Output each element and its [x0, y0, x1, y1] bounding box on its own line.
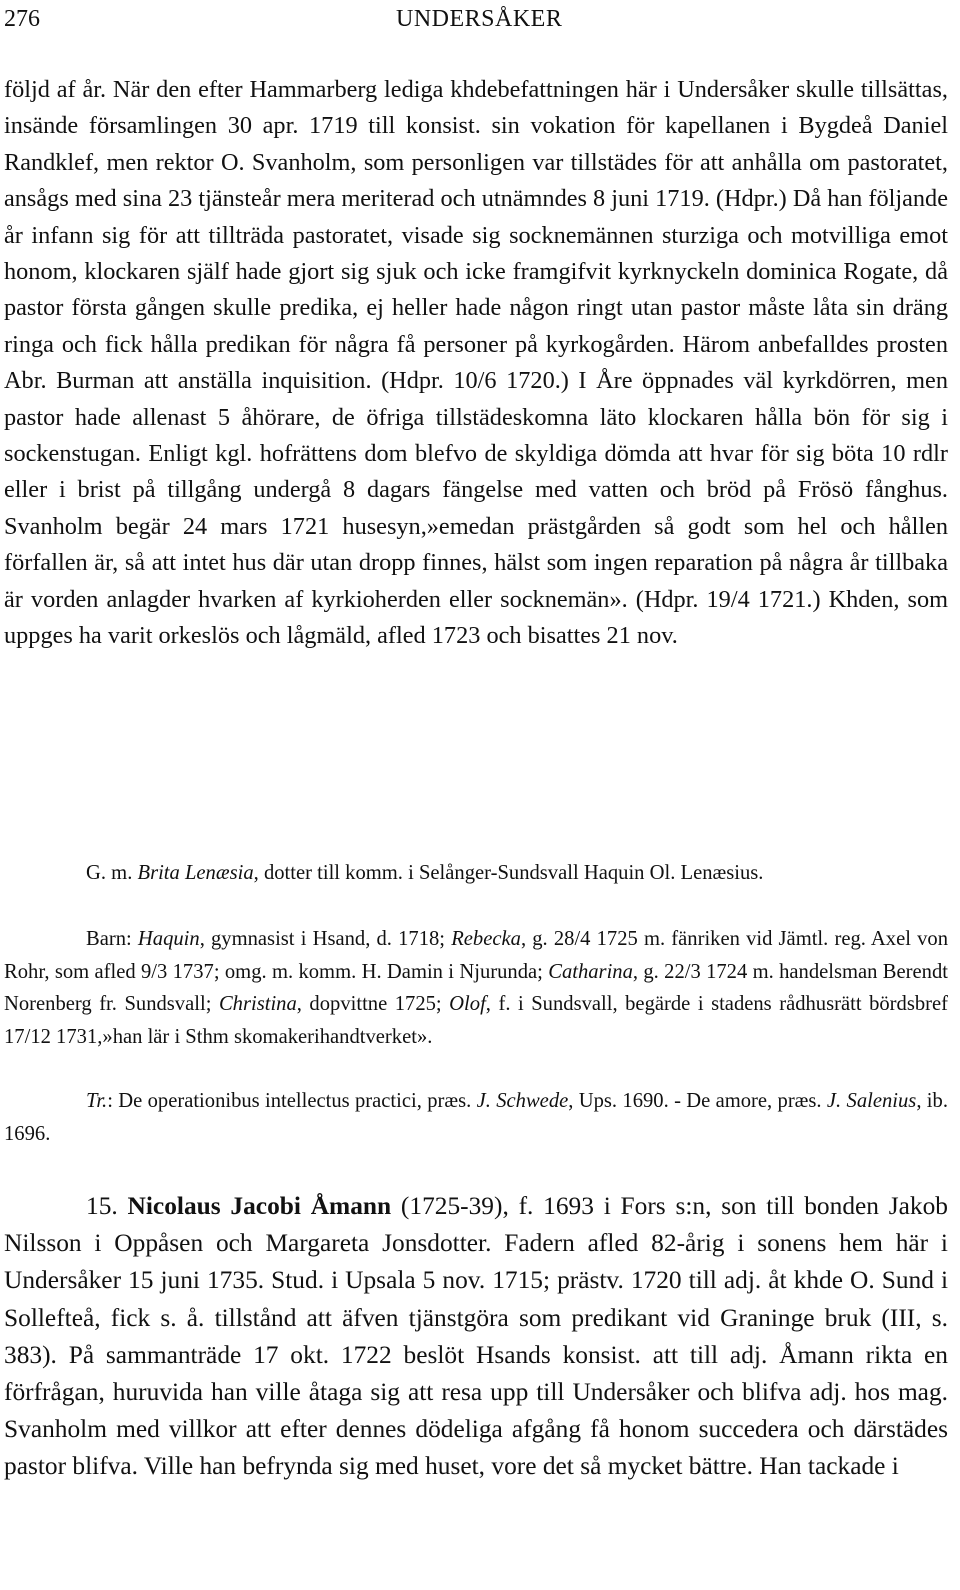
entry-number: 15. [86, 1192, 118, 1220]
child-name: Catharina [548, 960, 633, 983]
entry-paragraph-amann [4, 1188, 948, 1486]
works-text: : De operationibus intellectus practici, præs. [107, 1090, 477, 1112]
works-text: , ib. 1696. [4, 1090, 948, 1145]
marriage-paragraph [4, 857, 948, 890]
marriage-prefix: G. m. [86, 862, 138, 884]
entry-text: (1725-39), f. 1693 i Fors s:n, son till bonden Jakob Nilsson i Oppåsen och Margareta Jonsdotter. Fadern afled 82-årig i sonens hem här i Undersåker 15 juni 1735. Stud. i Upsala 5 nov. 1715; prästv. 1720 till adj. åt khde O. Sund i Sollefteå, fick s. å. tillstånd att äfven tjänstgöra som predikant vid Graninge bruk (III, s. 383). På sammanträde 17 okt. 1722 beslöt Hsands konsist. att till adj. Åmann rikta en förfrågan, huruvida han ville åtaga sig att resa upp till Undersåker och blifva adj. hos mag. Svanholm med villkor att efter dennes dödeliga afgång få honom succedera och därstädes pastor blifva. Ville han befrynda sig med huset, vore det så mycket bättre. Han tackade i [4, 1192, 948, 1481]
works-paragraph [4, 1085, 948, 1150]
children-text: , g. 28/4 1725 m. fänriken vid Jämtl. reg. Axel von Rohr, som afled 9/3 1737; omg. m. komm. H. Damin i Njurunda; [4, 928, 949, 983]
entry-person-name: Nicolaus Jacobi Åmann [127, 1192, 392, 1220]
praeses-name: J. Schwede [476, 1090, 569, 1112]
running-title: UNDERSÅKER [396, 6, 563, 32]
page-header [4, 6, 952, 38]
marriage-details: , dotter till komm. i Selånger-Sundsvall Haquin Ol. Lenæsius. [253, 862, 764, 884]
child-name: Olof [449, 993, 486, 1016]
child-name: Haquin [137, 928, 200, 950]
page-number: 276 [4, 6, 40, 32]
child-name: Christina [218, 993, 297, 1016]
children-text: , f. i Sundsvall, begärde i stadens rådhusrätt bördsbref 17/12 1731,»han lär i Sthm skomakerihandtverket». [4, 993, 948, 1048]
praeses-name: J. Salenius [826, 1090, 917, 1112]
children-text: , gymnasist i Hsand, d. 1718; [199, 928, 452, 950]
works-text: , Ups. 1690. - De amore, præs. [568, 1090, 827, 1112]
children-text: , g. 22/3 1724 m. handelsman Berendt Norenberg fr. Sundsvall; [4, 960, 948, 1016]
body-paragraph-svanholm: följd af år. När den efter Hammarberg lediga khdebefattningen här i Undersåker skulle tillsättas, insände församlingen 30 apr. 1719 till konsist. sin vokation för kapellanen i Bygdeå Daniel Randklef, men rektor O. Svanholm, som personligen var tillstädes för att anhålla om pastoratet, ansågs med sina 23 tjänsteår mera meriterad och utnämndes 8 juni 1719. (Hdpr.) Då han följande år infann sig för att tillträda pastoratet, visade sig socknemännen sturziga och motvilliga emot honom, klockaren själf hade gjort sig sjuk och icke framgifvit kyrknyckeln dominica Rogate, då pastor första gången skulle predika, ej heller hade någon ringt utan pastor måste låta sin dräng ringa och fick hålla predikan för några få personer på kyrkogården. Härom anbefalldes prosten Abr. Burman att anställa inquisition. (Hdpr. 10/6 1720.) I Åre öppnades väl kyrkdörren, men pastor hade allenast 5 åhörare, de öfriga tillstädeskomna läto klockaren hålla bön för sig i sockenstugan. Enligt kgl. hofrättens dom blefvo de skyldiga dömda att hvar för sig böta 10 rdlr eller i brist på tillgång undergå 8 dagars fängelse med vatten och bröd på Frösö fånghus. Svanholm begär 24 mars 1721 husesyn,»emedan prästgården så godt som hel och hållen förfallen är, så att intet hus där utan dropp finnes, hälst som ingen reparation på några år tillbaka är vorden anlagder hvarken af kyrkioherden eller socknemän». (Hdpr. 19/4 1721.) Khden, som uppges ha varit orkeslös och lågmäld, afled 1723 och bisattes 21 nov. [4, 76, 948, 650]
children-text: Barn: [86, 928, 138, 950]
child-name: Rebecka [451, 928, 521, 950]
children-text: , dopvittne 1725; [296, 993, 450, 1016]
children-paragraph [4, 923, 948, 1053]
works-label: Tr. [86, 1090, 108, 1112]
wife-name: Brita Lenæsia [137, 862, 254, 884]
